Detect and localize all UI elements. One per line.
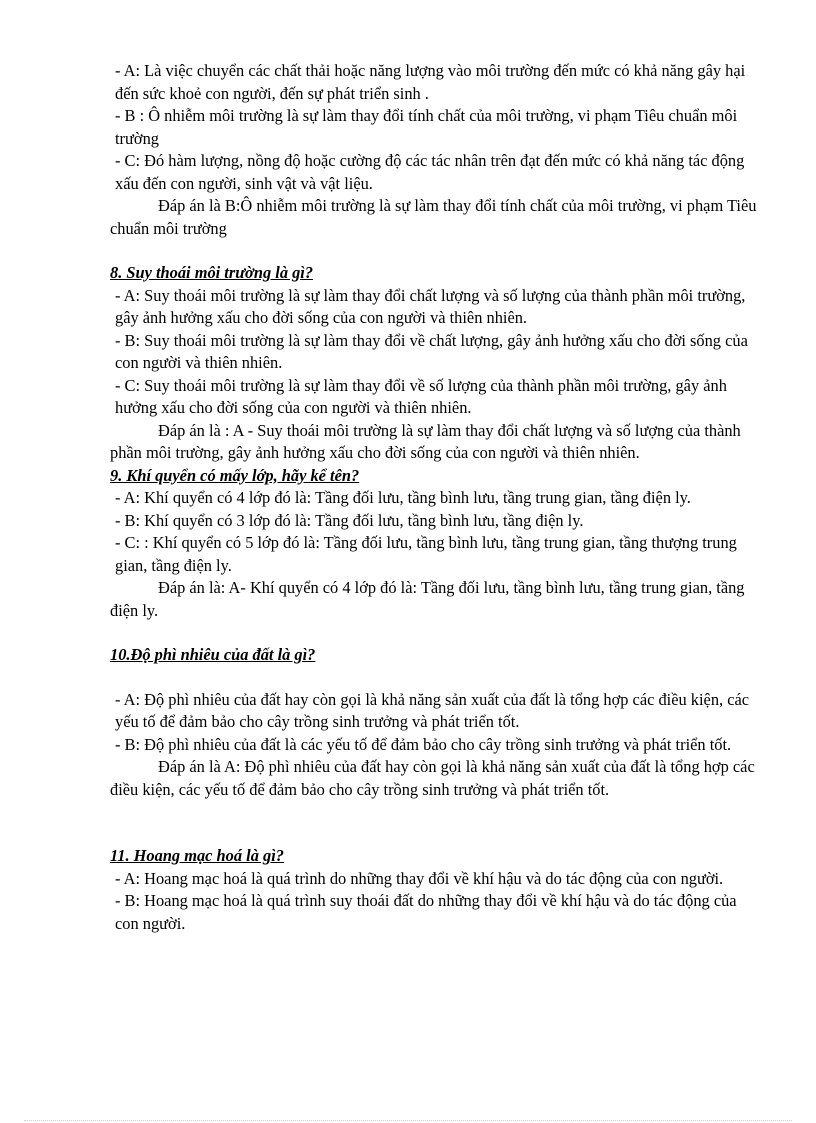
q8-option-c: - C: Suy thoái môi trường là sự làm thay đổi về số lượng của thành phần môi trường, gây ảnh hưởng xấu cho đời sống của con người và thiên nhiên. xyxy=(115,375,727,417)
question-9-section xyxy=(110,465,760,623)
q9-option-c: - C: : Khí quyển có 5 lớp đó là: Tầng đối lưu, tầng bình lưu, tầng trung gian, tầng thượng trung gian, tầng điện ly. xyxy=(115,533,737,575)
question-11-section xyxy=(110,845,760,935)
q9-option-b: - B: Khí quyển có 3 lớp đó là: Tầng đối lưu, tầng bình lưu, tầng điện ly. xyxy=(115,510,584,530)
q9-option-a: - A: Khí quyển có 4 lớp đó là: Tầng đối lưu, tầng bình lưu, tầng trung gian, tầng điện ly. xyxy=(115,488,691,507)
q8-option-a: - A: Suy thoái môi trường là sự làm thay đổi chất lượng và số lượng của thành phần môi trường, gây ảnh hưởng xấu cho đời sống của con người và thiên nhiên. xyxy=(115,285,746,327)
q8-answer: Đáp án là : A - Suy thoái môi trường là sự làm thay đổi chất lượng và số lượng của thành phần môi trường, gây ảnh hưởng xấu cho đời sống của con người và thiên nhiên. xyxy=(110,420,741,462)
q11-option-a: - A: Hoang mạc hoá là quá trình do những thay đổi về khí hậu và do tác động của con người. xyxy=(115,868,724,888)
question-10-section xyxy=(110,644,760,801)
document-page xyxy=(110,60,760,935)
q10-answer: Đáp án là A: Độ phì nhiêu của đất hay còn gọi là khả năng sản xuất của đất là tổng hợp các điều kiện, các yếu tố để đảm bảo cho cây trồng sinh trưởng và phát triển tốt. xyxy=(110,757,755,799)
spacer xyxy=(110,622,760,644)
q8-option-b: - B: Suy thoái môi trường là sự làm thay đổi về chất lượng, gây ảnh hưởng xấu cho đời sống của con người và thiên nhiên. xyxy=(115,330,748,372)
spacer xyxy=(110,240,760,262)
page-bottom-rule xyxy=(24,1120,792,1121)
spacer xyxy=(110,667,760,689)
q10-option-b: - B: Độ phì nhiêu của đất là các yếu tố để đảm bảo cho cây trồng sinh trưởng và phát triển tốt. xyxy=(115,734,732,754)
spacer xyxy=(110,801,760,845)
question-7-section xyxy=(110,60,760,240)
q7-option-c: - C: Đó hàm lượng, nồng độ hoặc cường độ các tác nhân trên đạt đến mức có khả năng tác động xấu đến con người, sinh vật và vật liệu. xyxy=(115,151,745,193)
q11-heading: 11. Hoang mạc hoá là gì? xyxy=(110,846,284,865)
q11-option-b: - B: Hoang mạc hoá là quá trình suy thoái đất do những thay đổi về khí hậu và do tác động của con người. xyxy=(115,891,737,933)
q10-option-a: - A: Độ phì nhiêu của đất hay còn gọi là khả năng sản xuất của đất là tổng hợp các điều kiện, các yếu tố để đảm bảo cho cây trồng sinh trưởng và phát triển tốt. xyxy=(115,689,750,731)
q7-option-b: - B : Ô nhiễm môi trường là sự làm thay đổi tính chất của môi trường, vi phạm Tiêu chuẩn môi trường xyxy=(115,106,738,148)
q7-option-a: - A: Là việc chuyển các chất thải hoặc năng lượng vào môi trường đến mức có khả năng gây hại đến sức khoẻ con người, đến sự phát triển sinh . xyxy=(115,61,746,103)
question-8-section xyxy=(110,262,760,465)
q10-heading: 10.Độ phì nhiêu của đất là gì? xyxy=(110,645,316,664)
q8-heading: 8. Suy thoái môi trường là gì? xyxy=(110,263,314,282)
q9-answer: Đáp án là: A- Khí quyển có 4 lớp đó là: Tầng đối lưu, tầng bình lưu, tầng trung gian, tầng điện ly. xyxy=(110,578,745,620)
q7-answer: Đáp án là B:Ô nhiễm môi trường là sự làm thay đổi tính chất của môi trường, vi phạm Tiêu chuẩn môi trường xyxy=(110,196,757,238)
q9-heading: 9. Khí quyển có mấy lớp, hãy kể tên? xyxy=(110,465,360,485)
